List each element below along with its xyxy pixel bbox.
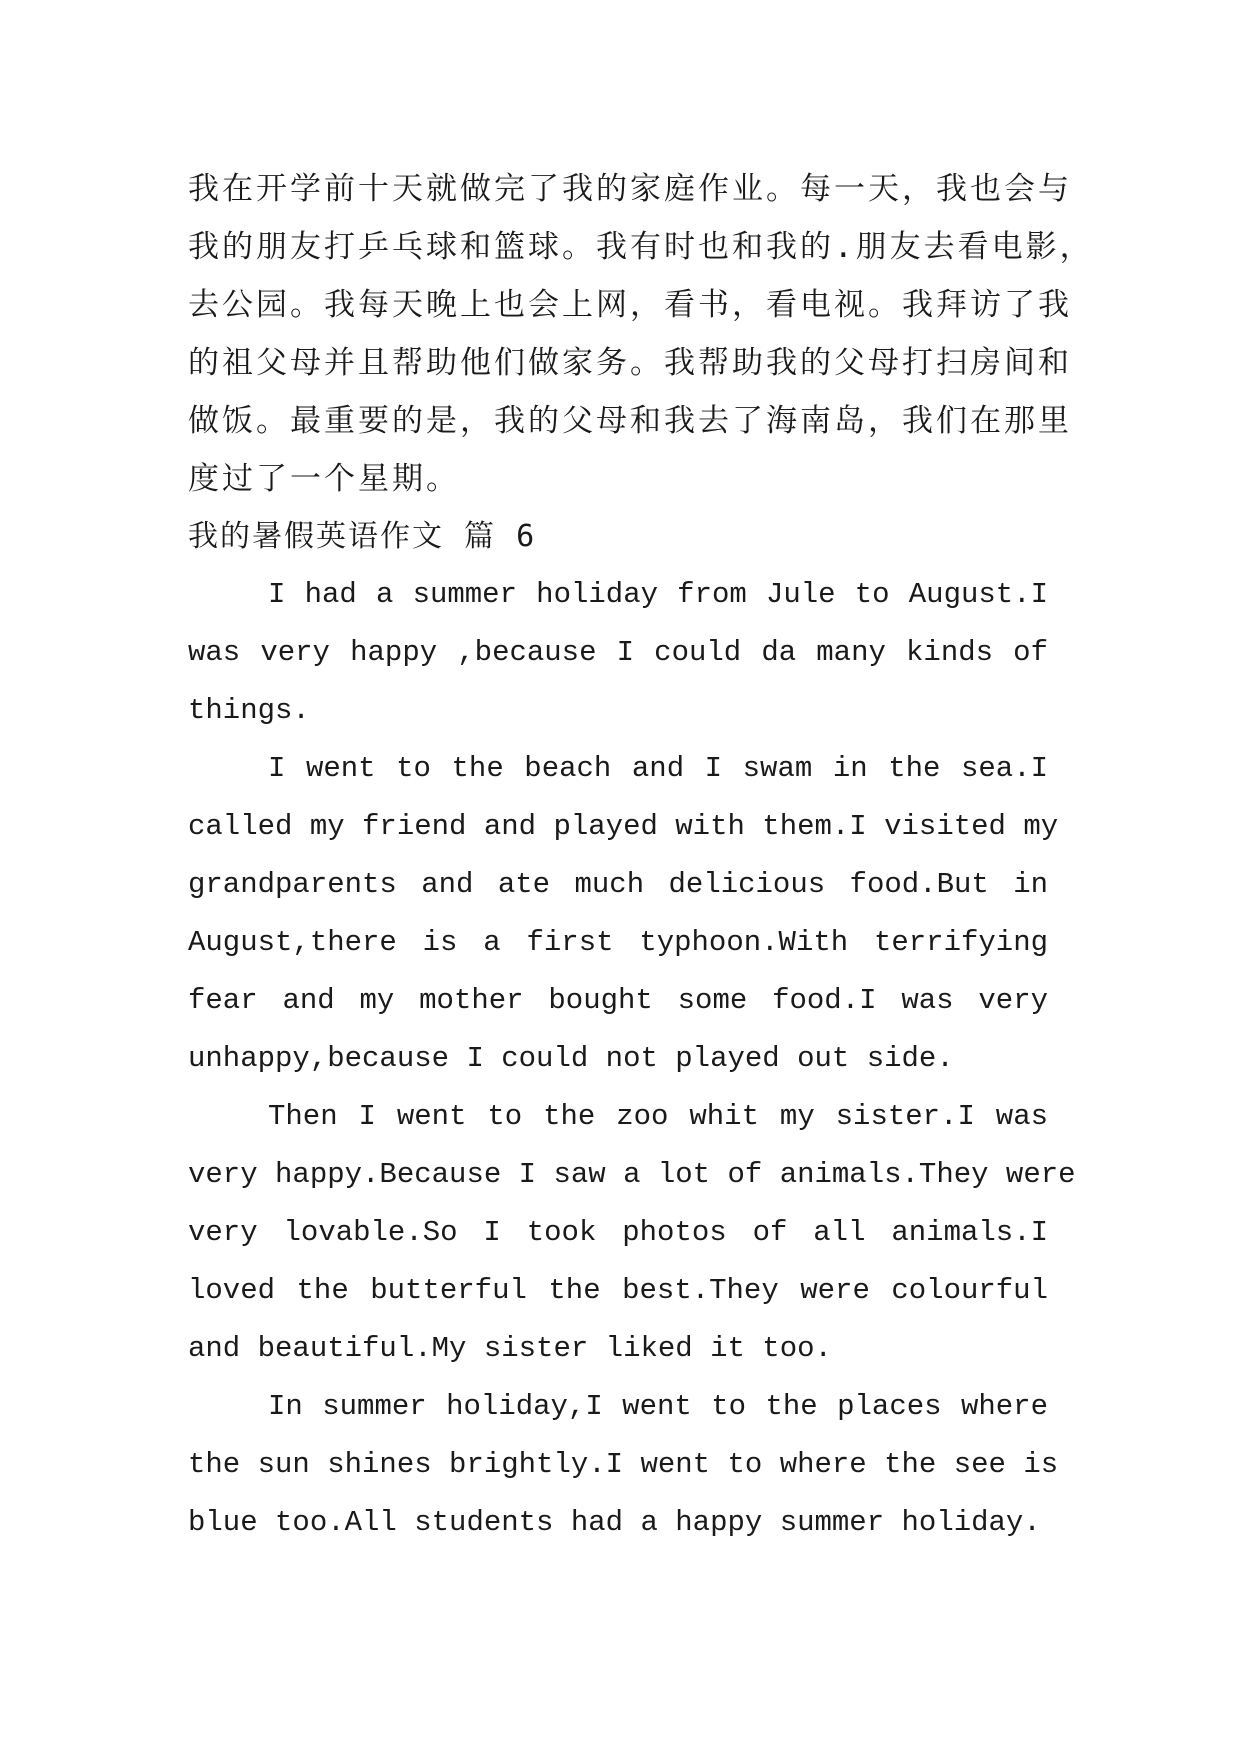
paragraph-line: In summer holiday,I went to the places where (268, 1390, 1048, 1423)
paragraph-line: very happy.Because I saw a lot of animals.They were (188, 1158, 1076, 1191)
paragraph-line: loved the butterful the best.They were colourful (188, 1274, 1048, 1307)
paragraph-line: I went to the beach and I swam in the sea.I (268, 752, 1048, 785)
essay-paragraph-3 (188, 1088, 1076, 1378)
paragraph-line: 度过了一个星期。 (188, 461, 460, 497)
essay-paragraph-1 (188, 566, 1048, 740)
paragraph-line: 我在开学前十天就做完了我的家庭作业。每一天，我也会与 (188, 171, 1072, 207)
paragraph-line: fear and my mother bought some food.I was very (188, 984, 1048, 1017)
paragraph-line: very lovable.So I took photos of all animals.I (188, 1216, 1048, 1249)
paragraph-line: was very happy ,because I could da many kinds of (188, 636, 1048, 669)
essay-paragraph-4 (188, 1378, 1059, 1552)
paragraph-line: blue too.All students had a happy summer holiday. (188, 1506, 1041, 1539)
paragraph-line: the sun shines brightly.I went to where the see is (188, 1448, 1059, 1481)
paragraph-line: I had a summer holiday from Jule to August.I (268, 578, 1048, 611)
paragraph-line: things. (188, 694, 310, 727)
essay-paragraph-2 (188, 740, 1059, 1088)
paragraph-line: August,there is a first typhoon.With terrifying (188, 926, 1048, 959)
paragraph-line: Then I went to the zoo whit my sister.I was (268, 1100, 1048, 1133)
section-heading: 我的暑假英语作文 篇 6 (188, 519, 537, 554)
paragraph-line: 我的朋友打乒乓球和篮球。我有时也和我的.朋友去看电影， (188, 229, 1094, 265)
paragraph-line: grandparents and ate much delicious food.But in (188, 868, 1048, 901)
paragraph-line: 做饭。最重要的是，我的父母和我去了海南岛，我们在那里 (188, 403, 1072, 439)
paragraph-line: called my friend and played with them.I visited my (188, 810, 1059, 843)
paragraph-line: and beautiful.My sister liked it too. (188, 1332, 832, 1365)
paragraph-line: 的祖父母并且帮助他们做家务。我帮助我的父母打扫房间和 (188, 345, 1072, 381)
document-body (188, 160, 1094, 1552)
paragraph-line: unhappy,because I could not played out side. (188, 1042, 954, 1075)
paragraph-line: 去公园。我每天晚上也会上网，看书，看电视。我拜访了我 (188, 287, 1072, 323)
intro-paragraph (188, 160, 1094, 508)
